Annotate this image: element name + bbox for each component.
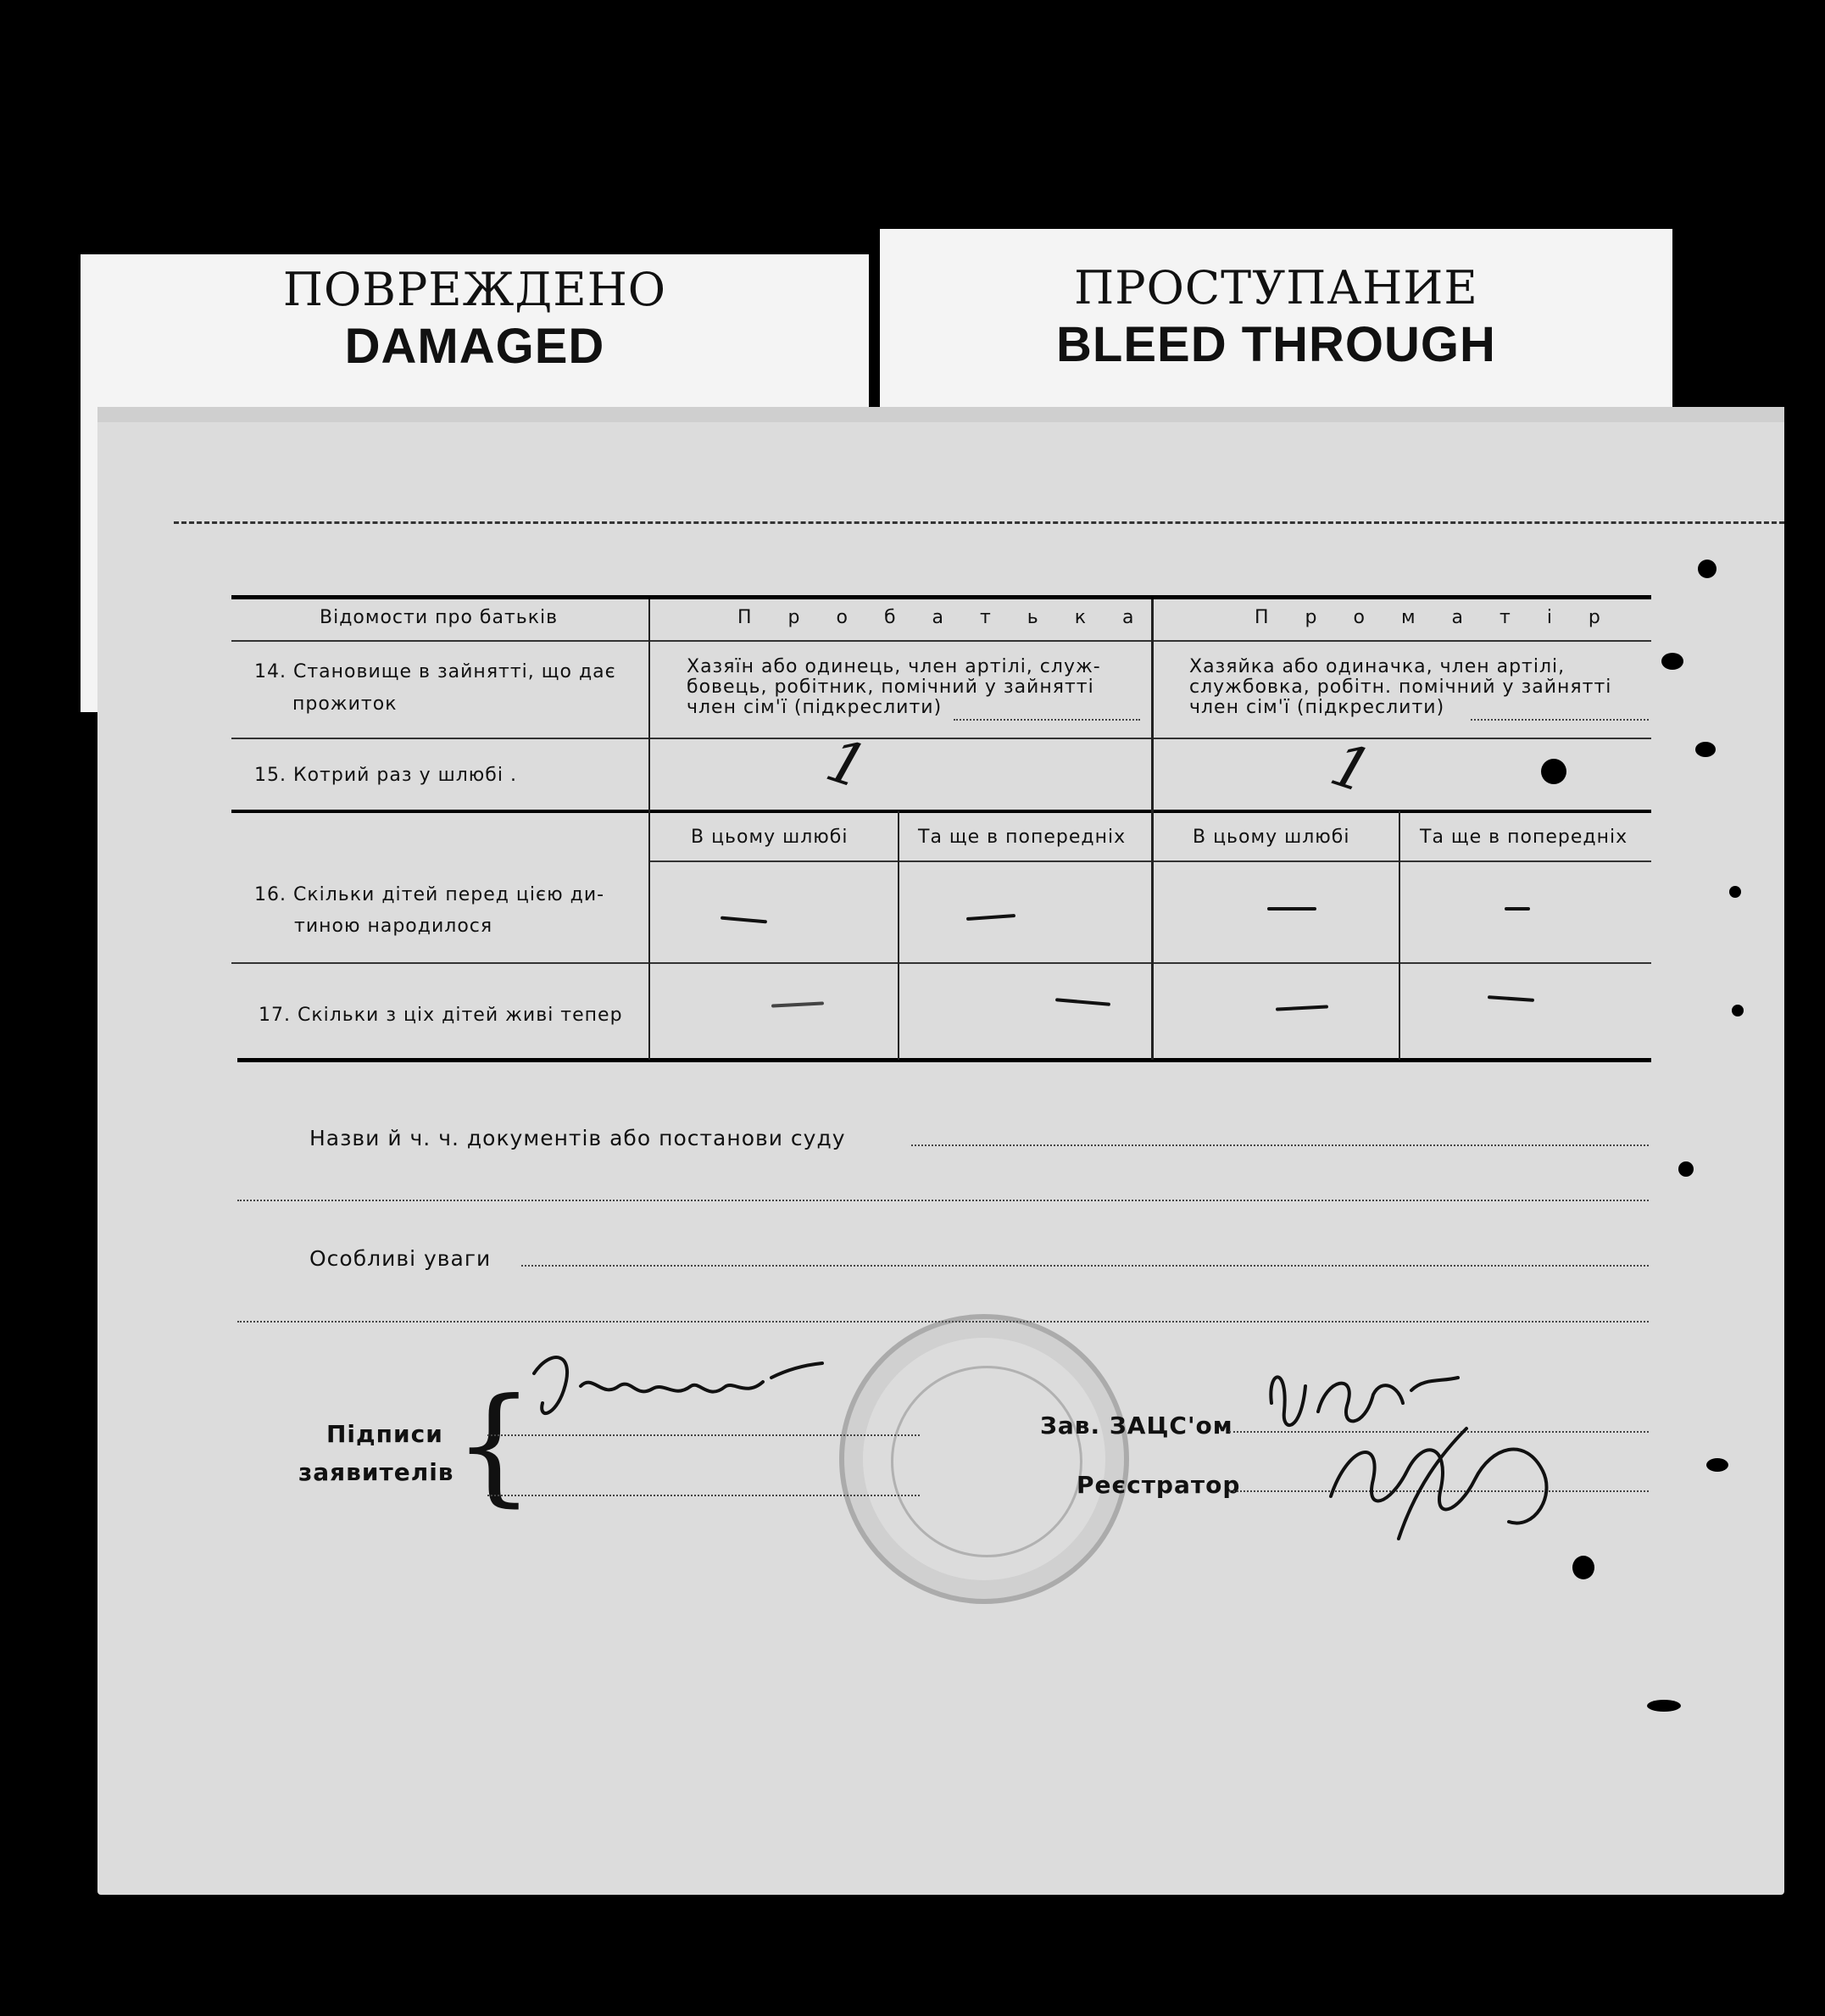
applicant-signature-line-2 — [487, 1495, 920, 1496]
documents-fill-line-2 — [237, 1200, 1649, 1201]
subheader-father-previous: Та ще в попередніх — [918, 827, 1127, 848]
subheader-father-this-marriage: В цьому шлюбі — [691, 827, 849, 848]
punch-hole — [1647, 1700, 1681, 1712]
punch-hole — [1706, 1458, 1728, 1472]
documents-label: Назви й ч. ч. документів або постанови суду — [309, 1126, 846, 1150]
applicant-signature-line-1 — [487, 1434, 920, 1436]
row17-mother-previous-dash — [1488, 995, 1534, 1002]
row17-father-this-dash — [771, 1001, 824, 1007]
column-divider-center — [1151, 599, 1154, 1060]
row16-mother-previous-dash — [1505, 907, 1530, 911]
official-stamp — [839, 1314, 1129, 1604]
registrar-label: Реєстратор — [1077, 1471, 1241, 1499]
row16-label-line2: тиною народилося — [294, 916, 493, 937]
row15-mother-value: 1 — [1322, 729, 1381, 807]
row16-father-this-dash — [721, 916, 767, 924]
header-parents-info: Відомости про батьків — [320, 607, 559, 628]
applicant-handwritten-signature — [517, 1339, 839, 1433]
header-mother: П р о м а т і р — [1255, 607, 1616, 628]
row14-mother-line2: службовка, робітн. помічний у зайнятті — [1189, 677, 1612, 698]
punch-hole — [1541, 759, 1566, 784]
row14-father-fill-line — [954, 719, 1140, 721]
bleed-through-label-ru: ПРОСТУПАНИЕ — [1074, 261, 1478, 315]
perforation-line — [174, 521, 1784, 524]
official-handwritten-signatures — [1255, 1352, 1644, 1556]
row14-father-line1: Хазяїн або одинець, член артілі, служ- — [687, 656, 1101, 677]
row14-father-line3: член сім'ї (підкреслити) — [687, 697, 943, 718]
row16-father-previous-dash — [966, 914, 1015, 921]
row16-mother-this-dash — [1267, 907, 1316, 911]
documents-fill-line-1 — [911, 1144, 1649, 1146]
bleed-through-label-en: BLEED THROUGH — [1056, 317, 1496, 372]
subheader-divider — [648, 860, 1651, 862]
column-divider-father — [898, 811, 899, 1060]
row17-label: 17. Скільки з ціх дітей живі тепер — [259, 1005, 623, 1026]
row14-mother-line1: Хазяйка або одиначка, член артілі, — [1189, 656, 1566, 677]
row16-divider — [231, 962, 1651, 964]
column-divider-left — [648, 599, 650, 1060]
header-father: П р о б а т ь к а — [737, 607, 1149, 628]
remarks-fill-line-1 — [521, 1265, 1649, 1267]
applicants-signatures-label-line2: заявителів — [298, 1458, 454, 1486]
row15-divider — [231, 810, 1651, 813]
signatures-brace: { — [453, 1372, 535, 1519]
row17-mother-this-dash — [1276, 1005, 1328, 1011]
punch-hole — [1729, 886, 1741, 898]
punch-hole — [1698, 560, 1717, 578]
form-sheet — [97, 407, 1784, 1895]
row14-mother-line3: член сім'ї (підкреслити) — [1189, 697, 1445, 718]
row14-divider — [231, 738, 1651, 739]
applicants-signatures-label-line1: Підписи — [326, 1420, 443, 1448]
damaged-label-en: DAMAGED — [344, 319, 605, 374]
row14-label-line2: прожиток — [292, 693, 398, 715]
row16-label-line1: 16. Скільки дітей перед цією ди- — [254, 884, 605, 905]
row17-father-previous-dash — [1055, 998, 1110, 1006]
punch-hole — [1661, 653, 1683, 670]
sheet-top-edge — [97, 407, 1784, 422]
row14-label-line1: 14. Становище в зайнятті, що дає — [254, 661, 616, 682]
row15-father-value: 1 — [818, 725, 876, 803]
punch-hole — [1572, 1556, 1594, 1579]
punch-hole — [1732, 1005, 1744, 1016]
subheader-mother-this-marriage: В цьому шлюбі — [1193, 827, 1350, 848]
subheader-mother-previous: Та ще в попередніх — [1420, 827, 1628, 848]
column-divider-mother — [1399, 811, 1400, 1060]
table-header-divider — [231, 640, 1651, 642]
punch-hole — [1678, 1161, 1694, 1177]
damaged-label-ru: ПОВРЕЖДЕНО — [282, 263, 667, 316]
remarks-label: Особливі уваги — [309, 1246, 492, 1271]
zags-head-label: Зав. ЗАЦС'ом — [1040, 1412, 1233, 1440]
table-bottom-border — [237, 1058, 1651, 1062]
row15-label: 15. Котрий раз у шлюбі . — [254, 765, 517, 786]
punch-hole — [1695, 742, 1716, 757]
table-top-border — [231, 595, 1651, 599]
row14-mother-fill-line — [1471, 719, 1649, 721]
row14-father-line2: бовець, робітник, помічний у зайнятті — [687, 677, 1094, 698]
